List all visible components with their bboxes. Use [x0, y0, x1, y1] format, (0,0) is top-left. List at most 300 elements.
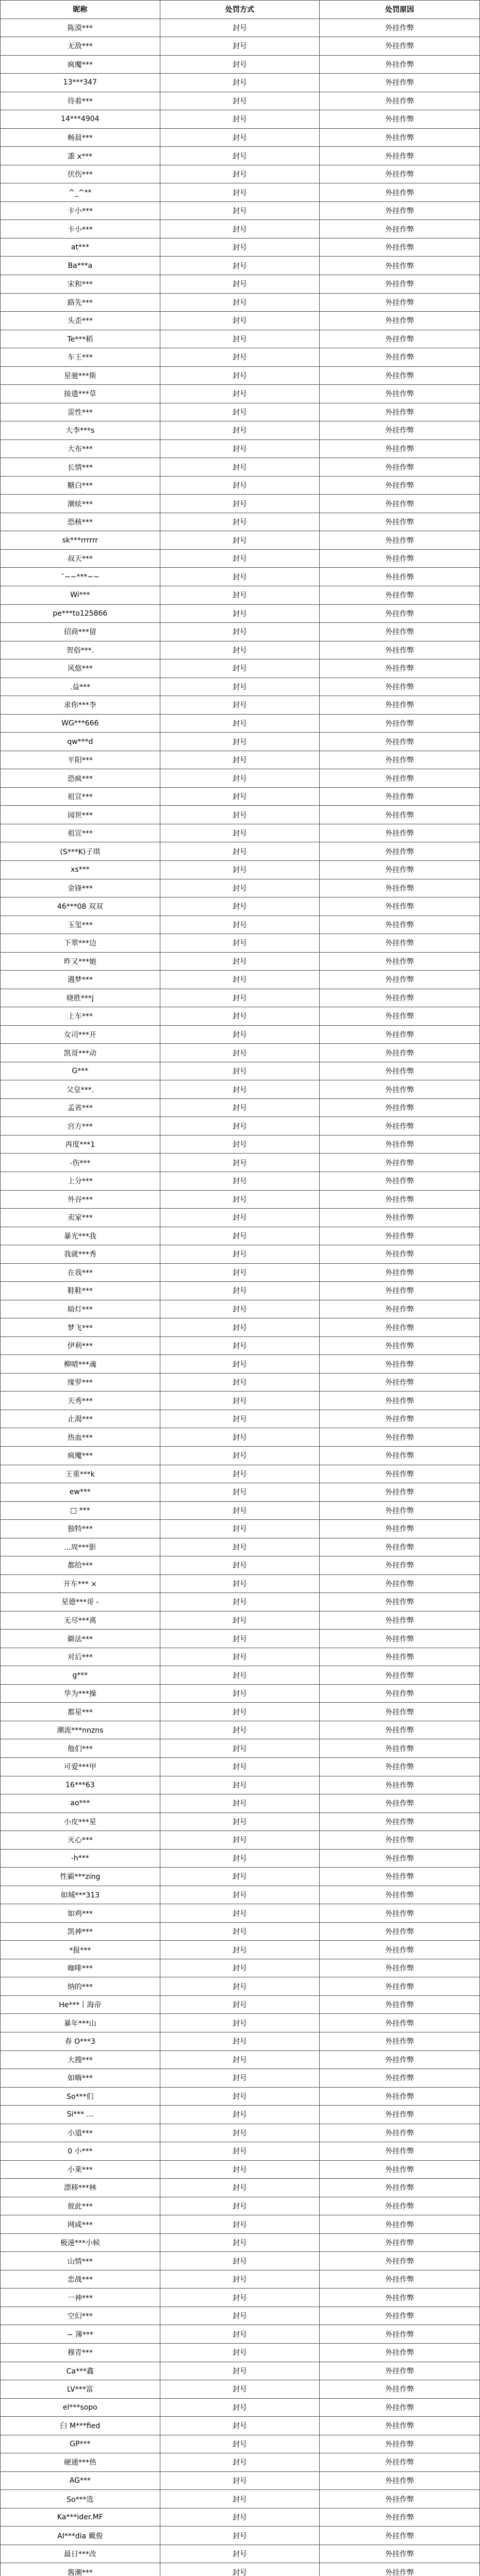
- table-row: [1, 2032, 479, 2051]
- nickname-cell: 父皇***.: [1, 1080, 160, 1098]
- nickname-cell: 接遗***草: [1, 385, 160, 403]
- punishment-reason-cell: 外挂作弊: [385, 2477, 415, 2485]
- punishment-reason-cell: 外挂作弊: [385, 957, 415, 966]
- table-row: [1, 2453, 479, 2472]
- punishment-method-cell: 封号: [160, 1172, 320, 1190]
- punishment-method-cell: 封号: [160, 1227, 320, 1245]
- nickname-cell: 潮流***nnzns: [1, 1721, 160, 1739]
- punishment-reason-cell: 外挂作弊: [385, 1324, 415, 1332]
- table-row: [1, 1337, 479, 1355]
- table-row: [1, 2399, 479, 2417]
- nickname-cell: 彼此***: [1, 2197, 160, 2215]
- punishment-reason-cell: 外挂作弊: [385, 1982, 415, 1991]
- table-row: [1, 1813, 479, 1832]
- punishment-reason-cell: 外挂作弊: [385, 262, 415, 270]
- punishment-method-cell: 封号: [160, 605, 320, 623]
- table-row: [1, 2252, 479, 2270]
- nickname-cell: 酱潮***: [1, 2563, 160, 2576]
- punishment-method-cell: 封号: [160, 897, 320, 916]
- table-row: [1, 1703, 479, 1721]
- punishment-reason-cell: 外挂作弊: [385, 353, 415, 362]
- punishment-method-cell: 封号: [160, 1264, 320, 1282]
- punishment-reason-cell: 外挂作弊: [385, 1836, 415, 1845]
- table-row: [1, 440, 479, 459]
- punishment-reason-cell: 外挂作弊: [385, 774, 415, 783]
- punishment-method-cell: 封号: [160, 1556, 320, 1574]
- punishment-method-cell: 封号: [160, 1794, 320, 1812]
- punishment-method-cell: 封号: [160, 641, 320, 659]
- table-row: [1, 312, 479, 330]
- punishment-reason-cell: 外挂作弊: [385, 79, 415, 88]
- nickname-cell: 小道***: [1, 2124, 160, 2142]
- nickname-cell: 16***63: [1, 1776, 160, 1794]
- nickname-cell: 求你***李: [1, 696, 160, 714]
- table-row: [1, 1850, 479, 1868]
- punishment-method-cell: 封号: [160, 330, 320, 348]
- nickname-cell: 我就***秀: [1, 1245, 160, 1263]
- punishment-method-cell: 封号: [160, 1447, 320, 1465]
- table-row: [1, 239, 479, 257]
- punishment-method-cell: 封号: [160, 2069, 320, 2087]
- punishment-reason-cell: 外挂作弊: [385, 408, 415, 417]
- table-row: [1, 1099, 479, 1117]
- punishment-method-cell: 封号: [160, 56, 320, 74]
- table-row: [1, 806, 479, 824]
- table-row: [1, 568, 479, 586]
- table-row: [1, 2307, 479, 2326]
- punishment-reason-cell: 外挂作弊: [385, 1159, 415, 1167]
- punishment-method-cell: 封号: [160, 1026, 320, 1044]
- punishment-reason-cell: 外挂作弊: [385, 1763, 415, 1772]
- punishment-method-cell: 封号: [160, 2032, 320, 2050]
- table-row: [1, 678, 479, 697]
- nickname-cell: 平阳***: [1, 751, 160, 769]
- punishment-reason-cell: 外挂作弊: [385, 665, 415, 673]
- punishment-method-cell: 封号: [160, 2270, 320, 2289]
- nickname-cell: 风悠***: [1, 659, 160, 677]
- nickname-cell: 14***4904: [1, 110, 160, 128]
- punishment-reason-cell: 外挂作弊: [385, 646, 415, 655]
- punishment-reason-cell: 外挂作弊: [385, 536, 415, 545]
- nickname-cell: 疯魔***: [1, 56, 160, 74]
- nickname-cell: 华为***操: [1, 1685, 160, 1703]
- punishment-reason-cell: 外挂作弊: [385, 482, 415, 490]
- nickname-cell: 都给***: [1, 1556, 160, 1574]
- punishment-reason-cell: 外挂作弊: [385, 2019, 415, 2028]
- table-row: [1, 2417, 479, 2435]
- punishment-reason-cell: 外挂作弊: [385, 2294, 415, 2302]
- punishment-method-cell: 封号: [160, 824, 320, 842]
- table-row: [1, 842, 479, 861]
- punishment-method-cell: 封号: [160, 1758, 320, 1776]
- punishment-method-cell: 封号: [160, 92, 320, 110]
- table-row: [1, 294, 479, 312]
- punishment-method-cell: 封号: [160, 1154, 320, 1172]
- table-row: [1, 1136, 479, 1154]
- table-row: [1, 37, 479, 56]
- punishment-method-cell: 封号: [160, 1575, 320, 1593]
- nickname-cell: WG***666: [1, 715, 160, 733]
- nickname-cell: 大搜***: [1, 2051, 160, 2069]
- nickname-cell: 宋和***: [1, 275, 160, 293]
- punishment-method-cell: 封号: [160, 220, 320, 238]
- table-row: [1, 971, 479, 989]
- table-row: [1, 348, 479, 367]
- nickname-cell: 恐核***: [1, 513, 160, 531]
- nickname-cell: 金锋***: [1, 879, 160, 897]
- punishment-method-cell: 封号: [160, 879, 320, 897]
- punishment-method-cell: 封号: [160, 1538, 320, 1556]
- nickname-cell: 闻世***: [1, 806, 160, 824]
- punishment-reason-cell: 外挂作弊: [385, 2532, 415, 2540]
- nickname-cell: 伏伤***: [1, 165, 160, 183]
- punishment-reason-cell: 外挂作弊: [385, 463, 415, 472]
- punishment-reason-cell: 外挂作弊: [385, 225, 415, 234]
- nickname-cell: 长情***: [1, 458, 160, 476]
- table-row: [1, 2106, 479, 2124]
- punishment-method-cell: 封号: [160, 2289, 320, 2307]
- punishment-method-cell: 封号: [160, 733, 320, 751]
- table-row: [1, 1758, 479, 1776]
- nickname-cell: -伤***: [1, 1154, 160, 1172]
- nickname-cell: 46***08 双双: [1, 897, 160, 916]
- table-row: [1, 2051, 479, 2070]
- table-row: [1, 1648, 479, 1667]
- punishment-method-cell: 封号: [160, 2325, 320, 2343]
- table-row: [1, 1117, 479, 1136]
- punishment-method-cell: 封号: [160, 1410, 320, 1428]
- table-row: [1, 421, 479, 440]
- punishment-method-cell: 封号: [160, 2307, 320, 2325]
- table-row: [1, 220, 479, 239]
- table-row: [1, 2435, 479, 2454]
- punishment-reason-cell: 外挂作弊: [385, 1891, 415, 1900]
- punishment-reason-cell: 外挂作弊: [385, 280, 415, 289]
- nickname-cell: 穆青***: [1, 2344, 160, 2362]
- header-nickname: 昵称: [1, 1, 160, 19]
- punishment-method-cell: 封号: [160, 183, 320, 201]
- punishment-method-cell: 封号: [160, 2417, 320, 2435]
- table-row: [1, 1191, 479, 1209]
- punishment-method-cell: 封号: [160, 1062, 320, 1080]
- punishment-reason-cell: 外挂作弊: [385, 390, 415, 399]
- punishment-method-cell: 封号: [160, 806, 320, 824]
- punishment-reason-cell: 外挂作弊: [385, 976, 415, 985]
- punishment-reason-cell: 外挂作弊: [385, 1232, 415, 1241]
- punishment-reason-cell: 外挂作弊: [385, 1744, 415, 1753]
- nickname-cell: So***们: [1, 2088, 160, 2106]
- punishment-method-cell: 封号: [160, 275, 320, 293]
- punishment-method-cell: 封号: [160, 1282, 320, 1300]
- punishment-method-cell: 封号: [160, 2380, 320, 2398]
- punishment-reason-cell: 外挂作弊: [385, 1287, 415, 1296]
- table-row: [1, 403, 479, 422]
- nickname-cell: ...周***影: [1, 1538, 160, 1556]
- nickname-cell: 无敌***: [1, 37, 160, 55]
- punishment-method-cell: 封号: [160, 495, 320, 513]
- punishment-reason-cell: 外挂作弊: [385, 1452, 415, 1461]
- punishment-method-cell: 封号: [160, 1703, 320, 1721]
- punishment-method-cell: 封号: [160, 2252, 320, 2270]
- table-row: [1, 165, 479, 184]
- nickname-cell: sk***rrrrrr: [1, 531, 160, 549]
- punishment-reason-cell: 外挂作弊: [385, 1049, 415, 1058]
- punishment-method-cell: 封号: [160, 367, 320, 385]
- nickname-cell: 性霸***zing: [1, 1868, 160, 1886]
- punishment-method-cell: 封号: [160, 1502, 320, 1520]
- table-row: [1, 1666, 479, 1685]
- punishment-method-cell: 封号: [160, 1099, 320, 1117]
- nickname-cell: 疯魔***: [1, 1447, 160, 1465]
- nickname-cell: 上车***: [1, 1007, 160, 1025]
- punishment-reason-cell: 外挂作弊: [385, 1543, 415, 1552]
- nickname-cell: xs***: [1, 861, 160, 879]
- punishment-method-cell: 封号: [160, 1941, 320, 1959]
- table-row: [1, 1080, 479, 1099]
- nickname-cell: 祖宣***: [1, 788, 160, 806]
- nickname-cell: 大布***: [1, 440, 160, 458]
- punishment-method-cell: 封号: [160, 348, 320, 366]
- nickname-cell: 糖白***: [1, 477, 160, 495]
- punishment-method-cell: 封号: [160, 678, 320, 696]
- table-row: [1, 2161, 479, 2179]
- nickname-cell: 凯神***: [1, 1923, 160, 1941]
- punishment-reason-cell: 外挂作弊: [385, 1012, 415, 1021]
- table-row: [1, 1264, 479, 1282]
- punishment-method-cell: 封号: [160, 934, 320, 952]
- punishment-reason-cell: 外挂作弊: [385, 335, 415, 344]
- punishment-method-cell: 封号: [160, 1191, 320, 1209]
- punishment-method-cell: 封号: [160, 550, 320, 568]
- header-punishment-method: 处罚方式: [160, 1, 320, 19]
- nickname-cell: 卡小***: [1, 220, 160, 238]
- nickname-cell: -h***: [1, 1850, 160, 1868]
- punishment-reason-cell: 外挂作弊: [385, 1946, 415, 1955]
- punishment-method-cell: 封号: [160, 2435, 320, 2453]
- table-row: [1, 56, 479, 74]
- nickname-cell: 卖家***: [1, 1209, 160, 1227]
- punishment-reason-cell: 外挂作弊: [385, 1086, 415, 1094]
- table-row: [1, 2472, 479, 2490]
- punishment-method-cell: 封号: [160, 2197, 320, 2215]
- nickname-cell: 一神***: [1, 2289, 160, 2307]
- punishment-method-cell: 封号: [160, 1721, 320, 1739]
- nickname-cell: Te***稻: [1, 330, 160, 348]
- punishment-reason-cell: 外挂作弊: [385, 1726, 415, 1735]
- punishment-reason-cell: 外挂作弊: [385, 573, 415, 582]
- table-row: [1, 147, 479, 165]
- punishment-reason-cell: 外挂作弊: [385, 2349, 415, 2358]
- punishment-method-cell: 封号: [160, 1374, 320, 1392]
- table-row: [1, 1026, 479, 1044]
- table-row: [1, 1154, 479, 1172]
- table-row: [1, 1977, 479, 1996]
- punishment-method-cell: 封号: [160, 239, 320, 257]
- punishment-method-cell: 封号: [160, 1080, 320, 1098]
- punishment-reason-cell: 外挂作弊: [385, 1964, 415, 1973]
- punishment-reason-cell: 外挂作弊: [385, 1415, 415, 1424]
- nickname-cell: 13***347: [1, 74, 160, 92]
- nickname-cell: 僻法***: [1, 1630, 160, 1648]
- punishment-method-cell: 封号: [160, 1117, 320, 1135]
- punishment-method-cell: 封号: [160, 2014, 320, 2032]
- table-row: [1, 1685, 479, 1703]
- nickname-cell: pe***to125866: [1, 605, 160, 623]
- table-row: [1, 1227, 479, 1246]
- nickname-cell: 在我***: [1, 1264, 160, 1282]
- punishment-reason-cell: 外挂作弊: [385, 115, 415, 124]
- nickname-cell: 恋战***: [1, 2270, 160, 2289]
- punishment-method-cell: 封号: [160, 129, 320, 147]
- punishment-method-cell: 封号: [160, 2051, 320, 2069]
- punishment-reason-cell: 外挂作弊: [385, 152, 415, 161]
- nickname-cell: 遇梦***: [1, 971, 160, 989]
- table-row: [1, 2527, 479, 2545]
- punishment-method-cell: 封号: [160, 1483, 320, 1501]
- punishment-method-cell: 封号: [160, 2234, 320, 2252]
- punishment-reason-cell: 外挂作弊: [385, 1781, 415, 1790]
- table-row: [1, 2362, 479, 2381]
- nickname-cell: 暴年***山: [1, 2014, 160, 2032]
- punishment-reason-cell: 外挂作弊: [385, 1506, 415, 1515]
- nickname-cell: Ka***ider.MF: [1, 2509, 160, 2527]
- table-row: [1, 2289, 479, 2307]
- punishment-method-cell: 封号: [160, 513, 320, 531]
- nickname-cell: 雷性***: [1, 403, 160, 421]
- table-row: [1, 477, 479, 495]
- nickname-cell: 梦飞***: [1, 1318, 160, 1336]
- nickname-cell: 如鸡***: [1, 1904, 160, 1922]
- punishment-method-cell: 封号: [160, 2124, 320, 2142]
- punishment-reason-cell: 外挂作弊: [385, 2276, 415, 2284]
- punishment-reason-cell: 外挂作弊: [385, 1031, 415, 1040]
- header-punishment-reason: 处罚原因: [385, 6, 415, 14]
- nickname-cell: 0 小***: [1, 2142, 160, 2160]
- nickname-cell: 贺俗***.: [1, 641, 160, 659]
- punishment-method-cell: 封号: [160, 1520, 320, 1538]
- nickname-cell: ˘~~***~~: [1, 568, 160, 586]
- nickname-cell: qw***d: [1, 733, 160, 751]
- table-row: [1, 1520, 479, 1538]
- punishment-reason-cell: 外挂作弊: [385, 2239, 415, 2248]
- punishment-method-cell: 封号: [160, 1355, 320, 1373]
- punishment-reason-cell: 外挂作弊: [385, 1360, 415, 1369]
- punishment-reason-cell: 外挂作弊: [385, 1268, 415, 1277]
- nickname-cell: 硬通***热: [1, 2453, 160, 2471]
- punishment-method-cell: 封号: [160, 257, 320, 275]
- table-row: [1, 2142, 479, 2161]
- punishment-reason-cell: 外挂作弊: [385, 2568, 415, 2576]
- punishment-method-cell: 封号: [160, 2179, 320, 2197]
- punishment-reason-cell: 外挂作弊: [385, 317, 415, 326]
- table-row: [1, 1868, 479, 1886]
- punishment-method-cell: 封号: [160, 202, 320, 220]
- nickname-cell: 上分***: [1, 1172, 160, 1190]
- table-header-row: [1, 1, 479, 19]
- table-row: [1, 1721, 479, 1740]
- punishment-method-cell: 封号: [160, 1593, 320, 1611]
- punishment-method-cell: 封号: [160, 1813, 320, 1831]
- nickname-cell: g***: [1, 1666, 160, 1684]
- nickname-cell: *报***: [1, 1941, 160, 1959]
- punishment-method-cell: 封号: [160, 971, 320, 989]
- table-row: [1, 257, 479, 275]
- nickname-cell: So***选: [1, 2490, 160, 2508]
- nickname-cell: 路先***: [1, 294, 160, 312]
- punishment-method-cell: 封号: [160, 165, 320, 183]
- punishment-reason-cell: 外挂作弊: [385, 2550, 415, 2559]
- nickname-cell: 鞋鞋***: [1, 1282, 160, 1300]
- nickname-cell: □ ***: [1, 1502, 160, 1520]
- table-row: [1, 788, 479, 806]
- punishment-method-cell: 封号: [160, 696, 320, 714]
- punishment-reason-cell: 外挂作弊: [385, 42, 415, 51]
- nickname-cell: 空幻***: [1, 2307, 160, 2325]
- punishment-reason-cell: 外挂作弊: [385, 298, 415, 307]
- punishment-method-cell: 封号: [160, 1666, 320, 1684]
- punishment-reason-cell: 外挂作弊: [385, 2440, 415, 2449]
- table-row: [1, 513, 479, 532]
- punishment-method-cell: 封号: [160, 2527, 320, 2545]
- table-row: [1, 550, 479, 568]
- punishment-reason-cell: 外挂作弊: [385, 2495, 415, 2504]
- nickname-cell: 潮炫***: [1, 495, 160, 513]
- table-row: [1, 1739, 479, 1758]
- table-row: [1, 989, 479, 1008]
- table-row: [1, 275, 479, 294]
- punishment-reason-cell: 外挂作弊: [385, 1635, 415, 1643]
- punishment-reason-cell: 外挂作弊: [385, 2184, 415, 2193]
- table-row: [1, 2197, 479, 2216]
- table-row: [1, 1044, 479, 1062]
- punishment-reason-cell: 外挂作弊: [385, 500, 415, 509]
- nickname-cell: 对后***: [1, 1648, 160, 1666]
- table-row: [1, 659, 479, 678]
- table-row: [1, 2509, 479, 2527]
- punishment-reason-cell: 外挂作弊: [385, 2056, 415, 2064]
- table-row: [1, 934, 479, 953]
- punishment-method-cell: 封号: [160, 2545, 320, 2563]
- table-row: [1, 1447, 479, 1465]
- table-row: [1, 1465, 479, 1484]
- nickname-cell: ew***: [1, 1483, 160, 1501]
- table-row: [1, 330, 479, 349]
- nickname-cell: 小莱***: [1, 2161, 160, 2179]
- punishment-method-cell: 封号: [160, 421, 320, 439]
- table-row: [1, 1062, 479, 1081]
- punishment-method-cell: 封号: [160, 2490, 320, 2508]
- nickname-cell: ~ 薄***: [1, 2325, 160, 2343]
- punishment-reason-cell: 外挂作弊: [385, 1653, 415, 1662]
- punishment-reason-cell: 外挂作弊: [385, 1873, 415, 1882]
- nickname-cell: LV***富: [1, 2380, 160, 2398]
- punishment-reason-cell: 外挂作弊: [385, 2001, 415, 2010]
- punishment-method-cell: 封号: [160, 2472, 320, 2490]
- table-row: [1, 715, 479, 733]
- punishment-method-cell: 封号: [160, 1850, 320, 1868]
- table-row: [1, 623, 479, 641]
- nickname-cell: Si*** ...: [1, 2106, 160, 2124]
- table-row: [1, 183, 479, 202]
- punishment-reason-cell: 外挂作弊: [385, 2385, 415, 2394]
- punishment-method-cell: 封号: [160, 623, 320, 641]
- punishment-method-cell: 封号: [160, 1831, 320, 1849]
- table-row: [1, 1483, 479, 1502]
- nickname-cell: 王重***k: [1, 1465, 160, 1483]
- punishment-method-cell: 封号: [160, 531, 320, 549]
- punishment-method-cell: 封号: [160, 2161, 320, 2179]
- punishment-reason-cell: 外挂作弊: [385, 2147, 415, 2156]
